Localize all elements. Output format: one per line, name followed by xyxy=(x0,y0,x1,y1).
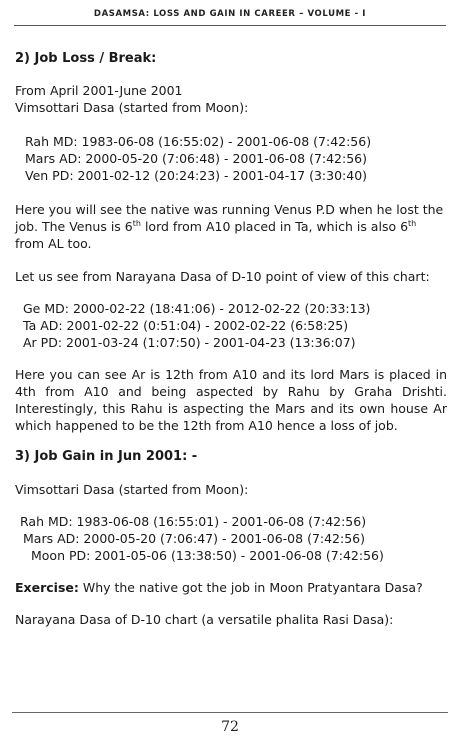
header-rule xyxy=(14,25,446,26)
narayana-dasa-list xyxy=(15,300,447,351)
running-head: DASAMSA: LOSS AND GAIN IN CAREER – VOLUME - I xyxy=(93,9,367,19)
dasa-line: Rah MD: 1983-06-08 (16:55:02) - 2001-06-08 (7:42:56) xyxy=(25,134,372,149)
venus-text-2: lord from A10 placed in Ta, which is also 6 xyxy=(140,219,409,234)
page-body xyxy=(15,50,447,628)
venus-sup-2: th xyxy=(408,218,417,228)
job-loss-intro xyxy=(15,82,447,116)
dasa-line: Ta AD: 2001-02-22 (0:51:04) - 2002-02-22 (6:58:25) xyxy=(23,318,349,333)
vimsottari-dasa-list-gain xyxy=(15,513,447,564)
dasa-line: Mars AD: 2000-05-20 (7:06:47) - 2001-06-08 (7:42:56) xyxy=(23,531,366,546)
venus-text-1: Here you will see the native was running Venus P.D when he lost the job. The Venus is 6 xyxy=(15,202,444,234)
dasa-line: Moon PD: 2001-05-06 (13:38:50) - 2001-06-08 (7:42:56) xyxy=(31,548,384,563)
dasa-line: Rah MD: 1983-06-08 (16:55:01) - 2001-06-08 (7:42:56) xyxy=(20,514,367,529)
footer-rule xyxy=(12,712,448,713)
venus-text-3: from AL too. xyxy=(15,236,92,251)
section-heading-job-gain: 3) Job Gain in Jun 2001: - xyxy=(15,449,198,464)
dasa-line: Ge MD: 2000-02-22 (18:41:06) - 2012-02-22 (20:33:13) xyxy=(23,301,371,316)
job-gain-intro: Vimsottari Dasa (started from Moon): xyxy=(15,482,249,497)
dasa-line: Ven PD: 2001-02-12 (20:24:23) - 2001-04-17 (3:30:40) xyxy=(25,168,368,183)
venus-sup-1: th xyxy=(132,218,141,228)
exercise-text: Why the native got the job in Moon Pratyantara Dasa? xyxy=(78,580,423,595)
narayana-closing-line: Narayana Dasa of D-10 chart (a versatile phalita Rasi Dasa): xyxy=(15,612,394,627)
dasa-line: Mars AD: 2000-05-20 (7:06:48) - 2001-06-08 (7:42:56) xyxy=(25,151,368,166)
intro-line-period: From April 2001-June 2001 xyxy=(15,83,183,98)
rahu-aspect-paragraph: Here you can see Ar is 12th from A10 and its lord Mars is placed in 4th from A10 and being aspected by Rahu by Graha Drishti. Interestingly, this Rahu is aspecting the Mars and its own house Ar which happened to be the 12th from A10 hence a loss of job. xyxy=(15,367,447,433)
vimsottari-dasa-list-loss xyxy=(15,133,447,184)
narayana-intro: Let us see from Narayana Dasa of D-10 point of view of this chart: xyxy=(15,269,430,284)
dasa-line: Ar PD: 2001-03-24 (1:07:50) - 2001-04-23 (13:36:07) xyxy=(23,335,356,350)
exercise-label: Exercise: xyxy=(15,580,79,595)
venus-explanation-paragraph xyxy=(15,201,447,252)
intro-line-vimsottari: Vimsottari Dasa (started from Moon): xyxy=(15,100,249,115)
exercise-paragraph xyxy=(15,579,447,596)
page-number: 72 xyxy=(221,719,239,735)
section-heading-job-loss: 2) Job Loss / Break: xyxy=(15,51,157,66)
